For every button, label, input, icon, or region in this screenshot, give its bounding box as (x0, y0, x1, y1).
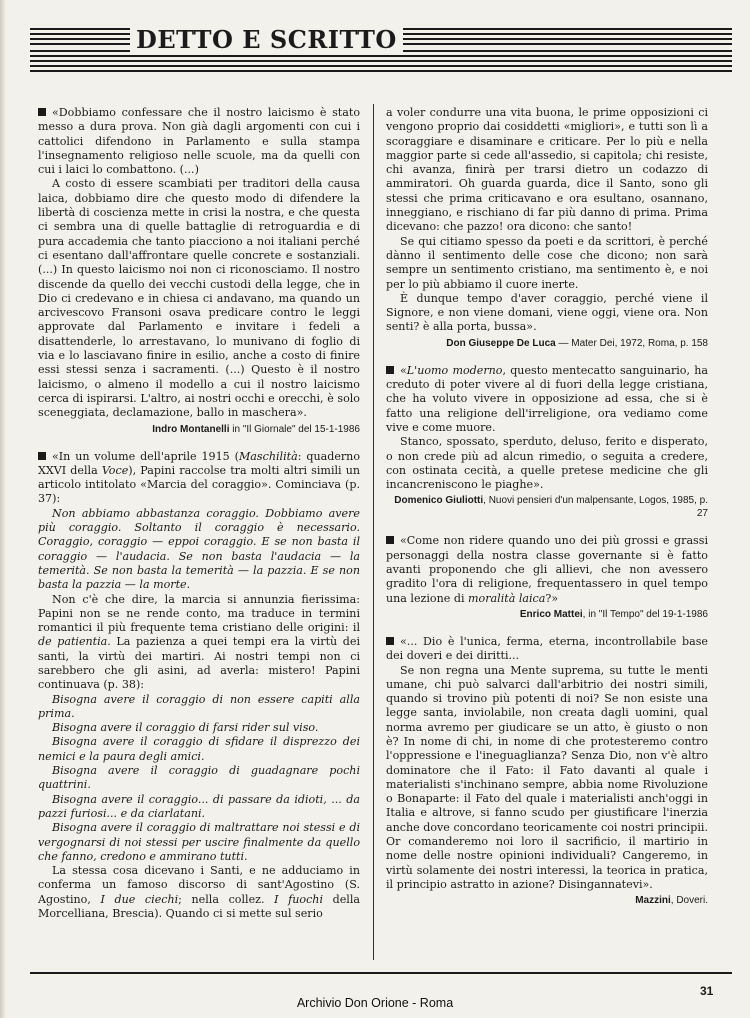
paragraph: È dunque tempo d'aver coraggio, perché viene il Signore, e non viene domani, viene oggi, viene ora. Non senti? è alla porta, bussa». (386, 291, 708, 334)
article-giuliotti (386, 364, 708, 521)
source-attribution: Enrico Mattei, in "Il Tempo" del 19-1-1986 (519, 608, 708, 620)
source-author: Enrico Mattei (519, 608, 583, 620)
source-author: Don Giuseppe De Luca (446, 337, 556, 349)
quote-paragraph: Bisogna avere il coraggio di farsi rider sul viso. (52, 721, 319, 735)
section-title: DETTO E SCRITTO (130, 26, 403, 54)
paragraph: «Come non ridere quando uno dei più grossi e grassi personaggi della nostra classe governante si è fatto avanti proponendo che gli allievi, che non avessero gradito l'ora di religione, frequentassero in quel tempo una lezione di moralità laica?» (386, 534, 708, 605)
article-montanelli (38, 106, 360, 436)
bullet-square-icon (38, 452, 46, 460)
source-attribution: Indro Montanelli in "Il Giornale" del 15-1-1986 (152, 423, 360, 435)
quote-paragraph: Bisogna avere il coraggio di sfidare il disprezzo dei nemici e la paura degli amici. (38, 735, 360, 763)
paragraph: Se qui citiamo spesso da poeti e da scrittori, è perché dànno il sentimento delle cose che dicono; non sarà sempre un sentimento cristiano, ma sentimento è, e noi per lo più abbiamo il cuore inerte. (386, 234, 708, 291)
article-mattei (386, 534, 708, 620)
paragraph: «L'uomo moderno, questo mentecatto sanguinario, ha creduto di poter vivere al di fuori della legge cristiana, che ha voluto vivere in opposizione ad essa, che si è fatto una religione dell'irreligione, ora vediamo come vive e come muore. (386, 363, 708, 434)
quote-paragraph: Non abbiamo abbastanza coraggio. Dobbiamo avere più coraggio. Soltanto il coraggio è necessario. Coraggio, coraggio — eppoi coraggio. E se non basta il coraggio — l'audacia. Se non basta l'audacia — la temerità. Se non basta la temerità — la pazzia. E se non basta la pazzia — la morte. (38, 506, 360, 592)
source-attribution: Don Giuseppe De Luca — Mater Dei, 1972, Roma, p. 158 (446, 337, 708, 349)
quote-paragraph: Bisogna avere il coraggio di non essere capiti alla prima. (38, 692, 360, 720)
paragraph: A costo di essere scambiati per traditori della causa laica, dobbiamo dire che questo modo di difendere la libertà di coscienza mette in crisi la nostra, e che questa ci sembra una di quelle battaglie di retroguardia e di pura accademia che tanto piacciono a noi italiani perché ci esentano dall'affrontare quelle concrete e sostanziali. (...) In questo laicismo noi non ci riconosciamo. Il nostro discende da quello dei vecchi custodi della legge, che in Dio ci credevano e in chiesa ci andavano, ma quando un arcivescovo Fransoni osava predicare contro le leggi approvate dal Parlamento e invitare i fedeli a disattenderle, lo arrestavano, lo munivano di foglio di via e lo lasciavano finire in esilio, anche a costo di finire essi stessi senza i sacramenti. (...) Questo è il nostro laicismo, o almeno il modello a cui il nostro laicismo cerca di ispirarsi. L'altro, ai nostri occhi e orecchi, è solo sceneggiata, declamazione, ballo in maschera». (38, 177, 360, 420)
bottom-rule (30, 972, 732, 974)
quote-paragraph: Bisogna avere il coraggio... di passare da idioti, ... da pazzi furiosi... e da ciarlatani. (38, 792, 360, 820)
column-divider (373, 104, 374, 960)
archive-caption: Archivio Don Orione - Roma (296, 996, 454, 1010)
source-author: Mazzini (635, 895, 671, 907)
paragraph: «In un volume dell'aprile 1915 (Maschilità: quaderno XXVI della Voce), Papini raccolse tra molti altri simili un articolo intitolato «Marcia del coraggio». Cominciava (p. 37): (38, 449, 361, 506)
article-papini (38, 450, 360, 922)
article-mazzini (386, 635, 708, 907)
source-attribution: Mazzini, Doveri. (635, 895, 708, 907)
paragraph: a voler condurre una vita buona, le prime opposizioni ci vengono proprio dai cosiddetti «migliori», e tutti son lì a scoraggiare e disaminare e criticare. Per lo più e nella maggior parte si cede all'assedio, si capitola; chi resiste, chi avanza, finirà per trarsi dietro un codazzo di ammiratori. Oh guarda guarda, dice il Santo, sono gli stessi che prima criticavano e ora esultano, osannano, inneggiano, e rischiano di far più danno di prima. Prima dicevano: che pazzo! ora dicono: che santo! (386, 106, 708, 234)
paragraph: La stessa cosa dicevano i Santi, e ne adduciamo in conferma un famoso discorso di sant'Agostino (S. Agostino, I due ciechi; nella collez. I fuochi della Morcelliana, Brescia). Quando ci si mette sul serio (38, 864, 361, 921)
quote-paragraph: Bisogna avere il coraggio di guadagnare pochi quattrini. (38, 764, 360, 792)
bullet-square-icon (386, 637, 394, 645)
bullet-square-icon (386, 366, 394, 374)
source-author: Domenico Giuliotti (394, 495, 484, 507)
article-papini-continued (386, 106, 708, 350)
paragraph: Se non regna una Mente suprema, su tutte le menti umane, chi può salvarci dall'arbitrio dei nostri simili, quando si trovino più potenti di noi? Se non esiste una legge santa, inviolabile, non creata dagli uomini, qual norma avremo per giudicare se un atto, è giusto o non è? In nome di chi, in nome di che protesteremo contro l'oppressione e l'ineguaglianza? Senza Dio, non v'è altro dominatore che il Fato: il Fato davanti al quale i materialisti s'inchinano sempre, abbia nome Rivoluzione o Bonaparte: il Fato del quale i materialisti anch'oggi in Italia e altrove, si fanno scudo per giustificare l'inerzia anche dove concordano teoricamente coi nostri principii. Or comanderemo noi loro il sacrificio, il martirio in nome delle nostre opinioni individuali? Cangeremo, in virtù solamente dei nostri interessi, la teorica in pratica, il principio astratto in azione? Disingannatevi». (386, 663, 708, 891)
bullet-square-icon (386, 536, 394, 544)
right-column (386, 106, 708, 921)
source-attribution: Domenico Giuliotti, Nuovi pensieri d'un malpensante, Logos, 1985, p. 27 (394, 495, 708, 520)
left-column (38, 106, 360, 921)
paragraph: Non c'è che dire, la marcia si annunzia fierissima: Papini non se ne rende conto, ma traduce in termini romantici il più frequente tema cristiano delle origini: il de patientia. La pazienza a quei tempi era la virtù dei santi, la virtù dei martiri. Ai nostri tempi non ci sarebbero che gli asini, ad averla: mistero! Papini continuava (p. 38): (38, 592, 360, 692)
bullet-square-icon (38, 108, 46, 116)
source-author: Indro Montanelli (152, 423, 230, 435)
page-number: 31 (700, 984, 714, 998)
paragraph: «Dobbiamo confessare che il nostro laicismo è stato messo a dura prova. Non già dagli argomenti con cui i cattolici difendono in Parlamento e sulla stampa l'insegnamento religioso nelle scuole, ma da quelli con cui i laici lo combattono. (...) (38, 106, 360, 177)
page-edge-shadow (0, 0, 6, 1018)
section-header (30, 20, 732, 84)
quote-paragraph: Bisogna avere il coraggio di maltrattare noi stessi e di vergognarsi di noi stessi per uscire finalmente da quello che fanno, credono e ammirano tutti. (38, 821, 360, 863)
paragraph: «... Dio è l'unica, ferma, eterna, incontrollabile base dei doveri e dei diritti... (386, 634, 708, 663)
paragraph: Stanco, spossato, sperduto, deluso, ferito e disperato, o non crede più ad alcun rimedio, o seguita a credere, con ostinata cecità, a quelle pretese medicine che gli incancreniscono le piaghe». (386, 435, 708, 492)
